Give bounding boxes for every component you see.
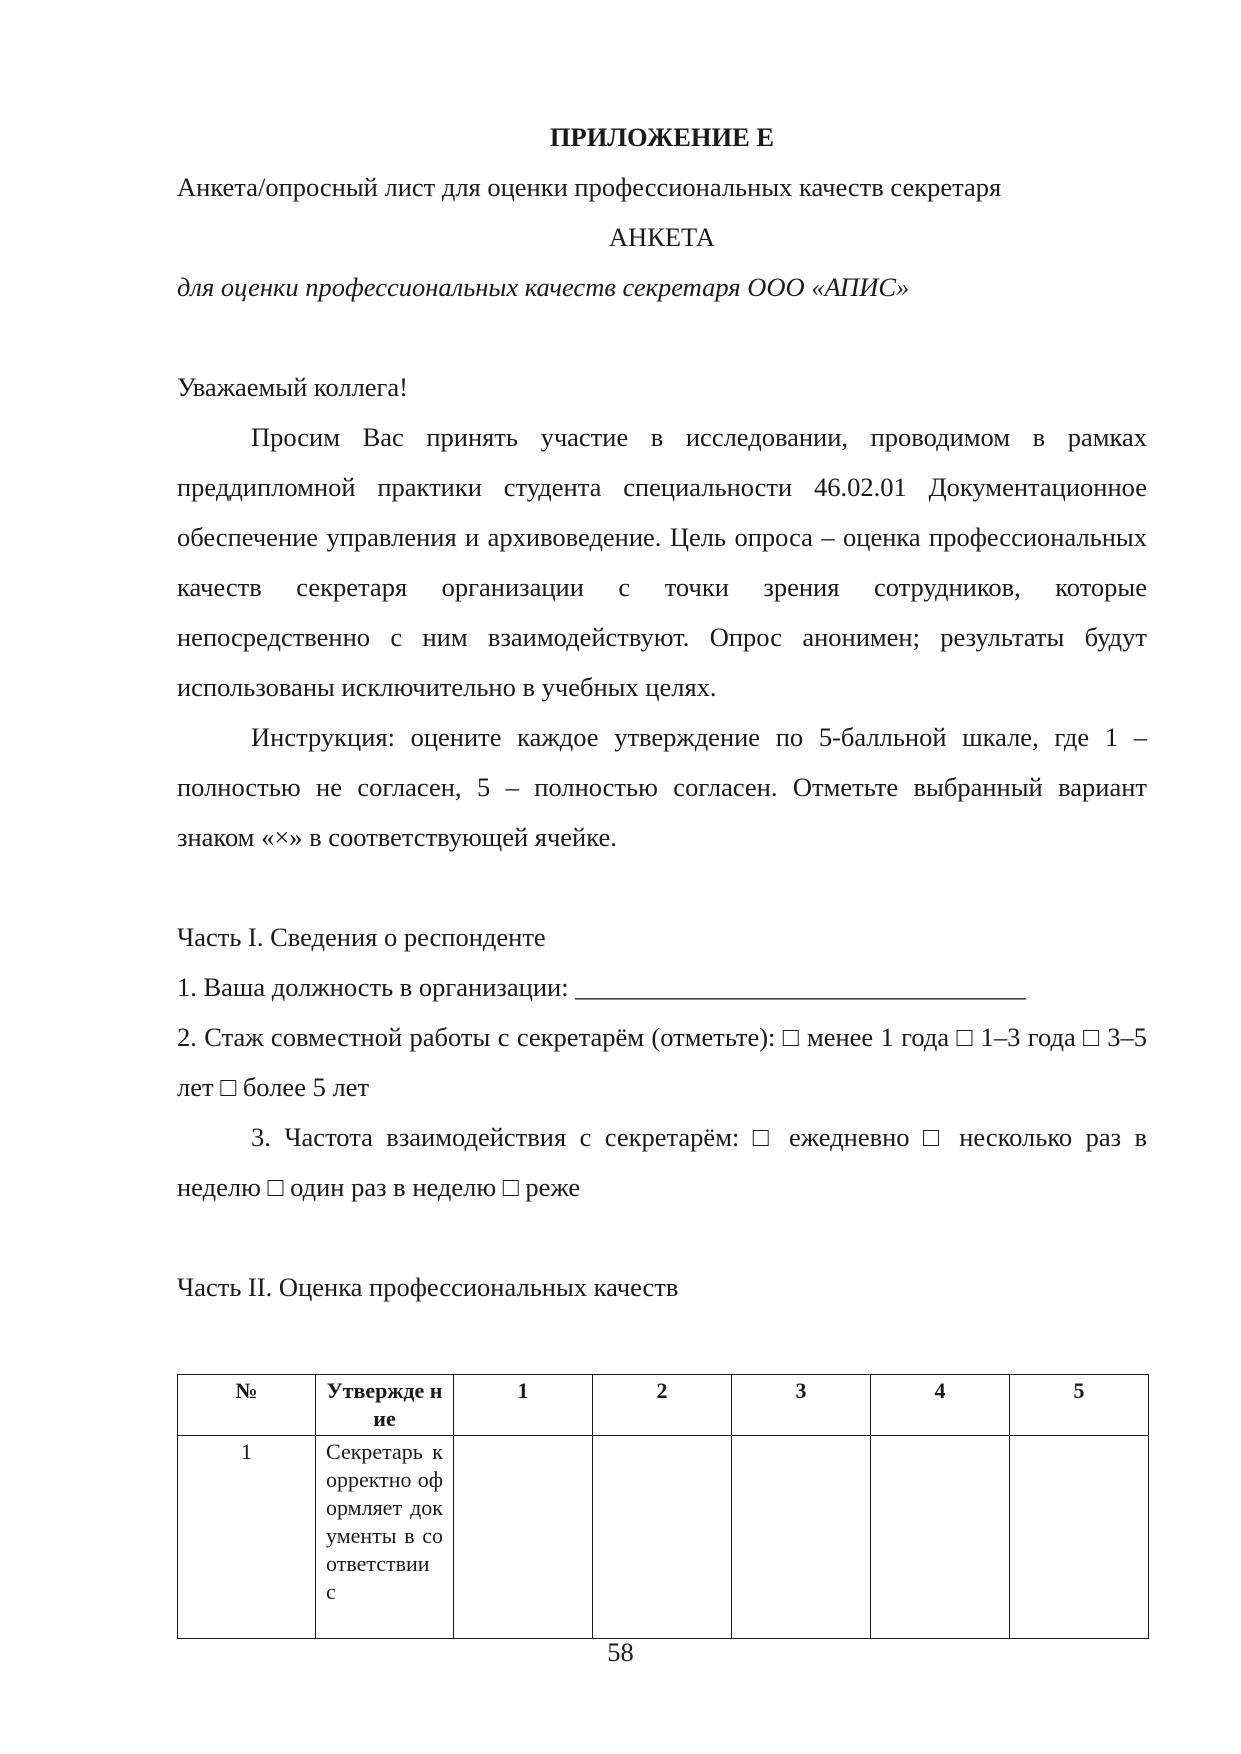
part2-title: Часть II. Оценка профессиональных качеств: [177, 1272, 679, 1302]
appendix-subtitle: Анкета/опросный лист для оценки профессиональных качеств секретаря: [177, 172, 1002, 202]
form-subtitle: для оценки профессиональных качеств секретаря ООО «АПИС»: [177, 272, 910, 302]
score-cell-3[interactable]: [732, 1436, 871, 1639]
part1-title: Часть I. Сведения о респонденте: [177, 922, 546, 952]
spacer: [177, 1312, 1147, 1374]
header-score-5: 5: [1010, 1375, 1149, 1436]
row-number: 1: [178, 1436, 316, 1639]
page-number: 58: [607, 1637, 634, 1667]
greeting: Уважаемый коллега!: [177, 372, 409, 402]
question-position: 1. Ваша должность в организации: __________________________________: [177, 972, 1026, 1002]
score-cell-2[interactable]: [593, 1436, 732, 1639]
header-score-1: 1: [454, 1375, 593, 1436]
header-score-3: 3: [732, 1375, 871, 1436]
row-statement: Секретарь корректно оформляет документы в соответствии с: [326, 1439, 443, 1604]
header-score-4: 4: [871, 1375, 1010, 1436]
form-title: АНКЕТА: [608, 222, 716, 252]
question-experience: 2. Стаж совместной работы с секретарём (отметьте): □ менее 1 года □ 1–3 года □ 3–5 лет □ более 5 лет: [177, 1022, 1147, 1102]
question-frequency: 3. Частота взаимодействия с секретарём: □ ежедневно □ несколько раз в неделю □ один раз в неделю □ реже: [177, 1122, 1147, 1202]
appendix-title: ПРИЛОЖЕНИЕ Е: [549, 122, 775, 152]
instruction-paragraph: Инструкция: оцените каждое утверждение по 5-балльной шкале, где 1 – полностью не согласен, 5 – полностью согласен. Отметьте выбранный вариант знаком «×» в соответствующей ячейке.: [177, 722, 1147, 852]
spacer: [177, 1212, 1147, 1262]
table-header-row: [178, 1375, 1149, 1436]
header-score-2: 2: [593, 1375, 732, 1436]
row-statement-cell: [316, 1436, 454, 1639]
spacer: [177, 862, 1147, 912]
score-cell-1[interactable]: [454, 1436, 593, 1639]
rating-table: [177, 1374, 1149, 1639]
score-cell-4[interactable]: [871, 1436, 1010, 1639]
score-cell-5[interactable]: [1010, 1436, 1149, 1639]
header-number: №: [178, 1375, 316, 1436]
header-statement-label: Утвержде ние: [326, 1378, 443, 1431]
table-row: [178, 1436, 1149, 1639]
intro-paragraph: Просим Вас принять участие в исследовании, проводимом в рамках преддипломной практики студента специальности 46.02.01 Документационное обеспечение управления и архивоведение. Цель опроса – оценка профессиональных качеств секретаря организации с точки зрения сотрудников, которые непосредственно с ним взаимодействуют. Опрос анонимен; результаты будут использованы исключительно в учебных целях.: [177, 422, 1147, 702]
header-statement: [316, 1375, 454, 1436]
document-page: [177, 112, 1147, 1639]
spacer: [177, 312, 1147, 362]
